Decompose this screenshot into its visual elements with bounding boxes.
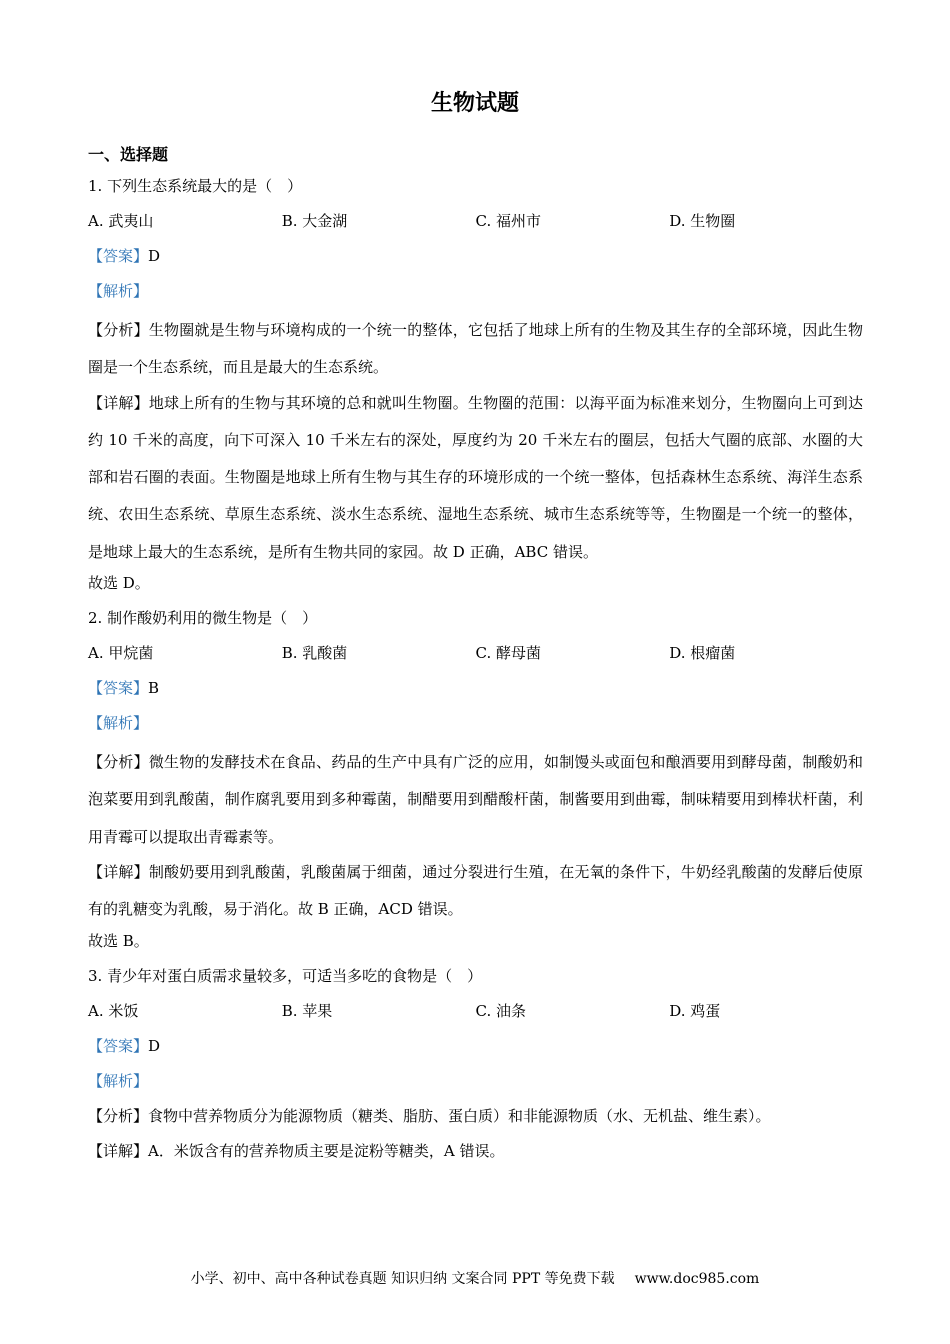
analysis-paragraph [88,312,863,387]
detail-paragraph [88,854,863,929]
question-content [88,172,863,1172]
footer-site-link[interactable]: www.doc985.com [634,1271,760,1287]
analysis-label: 【分析】 [88,753,149,772]
answer-line [88,1032,863,1067]
detail-label: 【详解】 [88,862,149,881]
option-a: A. 米饭 [88,1001,139,1020]
detail-label: 【详解】 [88,1141,149,1160]
options-row [88,639,863,674]
conclusion: 故选 B。 [88,931,149,950]
option-a: A. 甲烷菌 [88,644,154,663]
analysis-paragraph [88,744,863,856]
page-footer [0,1268,950,1288]
answer-tag: 【答案】 [88,247,149,265]
analysis-paragraph [88,1102,863,1137]
option-b: B. 大金湖 [281,212,348,230]
analysis-label: 【分析】 [88,1106,149,1125]
option-c: C. 油条 [475,1001,526,1020]
option-c: C. 酵母菌 [475,644,541,663]
section-heading: 一、选择题 [88,145,169,164]
analysis-text: 生物圈就是生物与环境构成的一个统一的整体，它包括了地球上所有的生物及其生存的全部环境，因此生物圈是一个生态系统，而且是最大的生态系统。 [88,321,863,377]
option-a: A. 武夷山 [88,212,154,230]
detail-text: 制酸奶要用到乳酸菌，乳酸菌属于细菌，通过分裂进行生殖，在无氧的条件下，牛奶经乳酸菌的发酵后使原有的乳糖变为乳酸，易于消化。故 B 正确，ACD 错误。 [88,862,863,919]
analysis-text: 微生物的发酵技术在食品、药品的生产中具有广泛的应用，如制馒头或面包和酿酒要用到酵母菌，制酸奶和泡菜要用到乳酸菌，制作腐乳要用到多种霉菌，制醋要用到醋酸杆菌，制酱要用到曲霉，制味精要用到棒状杆菌，利用青霉可以提取出青霉素等。 [88,753,863,846]
answer-line [88,674,863,709]
options-row [88,207,863,242]
answer-value: B [148,679,160,698]
option-b: B. 苹果 [281,1001,333,1020]
page-title: 生物试题 [430,91,519,116]
detail-label: 【详解】 [88,393,149,412]
detail-paragraph [88,385,863,571]
answer-tag: 【答案】 [88,1036,149,1055]
question-stem: 1. 下列生态系统最大的是（ ） [88,177,303,195]
analysis-tag: 【解析】 [88,1071,149,1090]
question-stem: 3. 青少年对蛋白质需求量较多，可适当多吃的食物是（ ） [88,966,483,985]
question-stem: 2. 制作酸奶利用的微生物是（ ） [88,609,318,628]
answer-tag: 【答案】 [88,679,149,698]
answer-line [88,242,863,277]
analysis-tag: 【解析】 [88,282,149,300]
option-c: C. 福州市 [475,212,541,230]
answer-value: D [148,1036,161,1055]
option-d: D. 鸡蛋 [669,1001,721,1020]
options-row [88,997,863,1032]
conclusion: 故选 D。 [88,574,150,593]
analysis-text: 食物中营养物质分为能源物质（糖类、脂肪、蛋白质）和非能源物质（水、无机盐、维生素）。 [148,1106,771,1125]
analysis-tag: 【解析】 [88,714,149,733]
detail-text: A．米饭含有的营养物质主要是淀粉等糖类，A 错误。 [148,1141,505,1160]
option-d: D. 根瘤菌 [669,644,736,663]
detail-paragraph [88,1137,863,1172]
option-d: D. 生物圈 [669,212,736,230]
option-b: B. 乳酸菌 [281,644,348,663]
footer-text: 小学、初中、高中各种试卷真题 知识归纳 文案合同 PPT 等免费下载 [190,1271,615,1287]
analysis-label: 【分析】 [88,321,149,339]
answer-value: D [148,247,161,265]
detail-text: 地球上所有的生物与其环境的总和就叫生物圈。生物圈的范围：以海平面为标准来划分，生物圈向上可到达约 10 千米的高度，向下可深入 10 千米左右的深处，厚度约为 20 千米左右的圈层，包括大气圈的底部、水圈的大部和岩石圈的表面。生物圈是地球上所有生物与其生存的环境形成的一个统一整体，包括森林生态系统、海洋生态系统、农田生态系统、草原生态系统、淡水生态系统、湿地生态系统、城市生态系统等等，生物圈是一个统一的整体，是地球上最大的生态系统，是所有生物共同的家园。故 D 正确，ABC 错误。 [88,393,863,561]
